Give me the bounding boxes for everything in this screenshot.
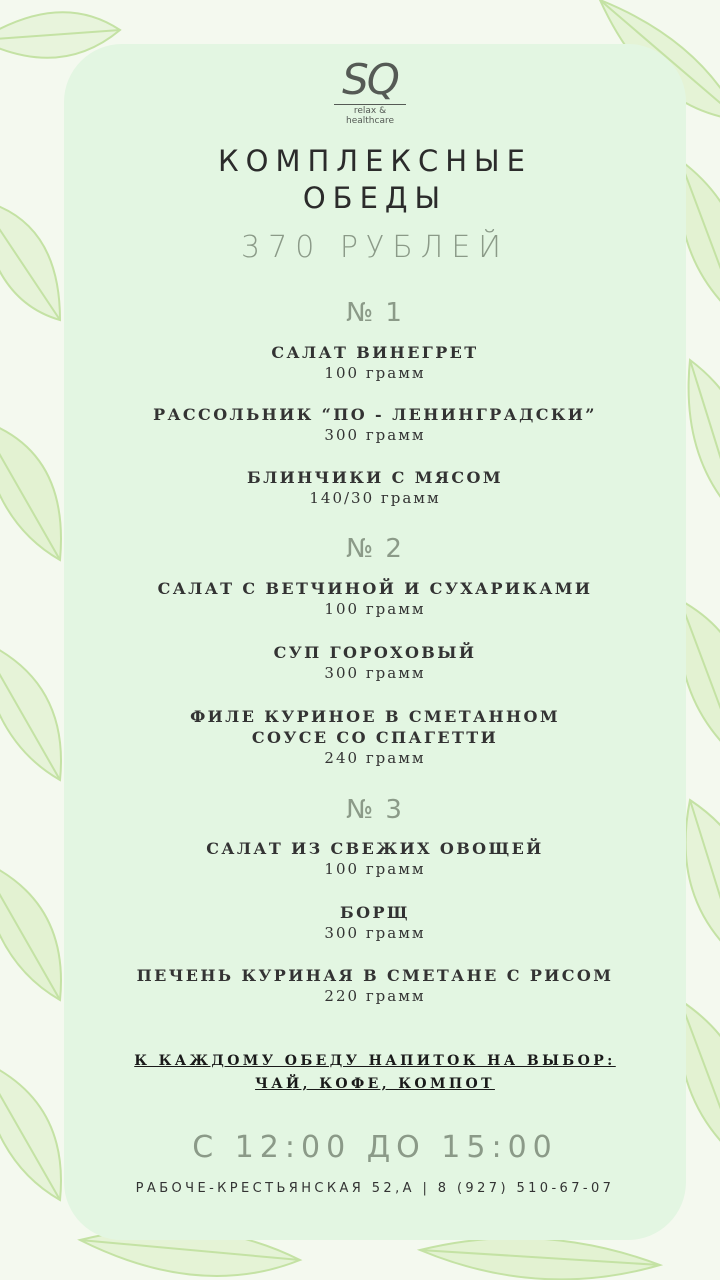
dish-weight: 100 грамм xyxy=(324,600,426,618)
drink-note-text-2: ЧАЙ, КОФЕ, КОМПОТ xyxy=(255,1076,495,1092)
dish-weight: 100 грамм xyxy=(324,364,426,382)
dish-name: САЛАТ ИЗ СВЕЖИХ ОВОЩЕЙ xyxy=(206,839,544,858)
logo-tagline: relax & healthcare xyxy=(346,106,394,126)
drink-note-line2 xyxy=(64,1076,686,1092)
menu-number-1: № 1 xyxy=(346,298,404,328)
dish-weight: 140/30 грамм xyxy=(309,489,441,507)
page-title-line1: КОМПЛЕКСНЫЕ xyxy=(218,144,532,178)
price: 370 РУБЛЕЙ xyxy=(241,230,509,265)
dish-name: РАССОЛЬНИК “ПО - ЛЕНИНГРАДСКИ” xyxy=(153,405,597,424)
dish-weight: 300 грамм xyxy=(324,426,426,444)
dish-name: БОРЩ xyxy=(340,903,410,922)
dish-weight: 240 грамм xyxy=(324,749,426,767)
page-title-line2: ОБЕДЫ xyxy=(302,181,448,215)
dish-name: САЛАТ ВИНЕГРЕТ xyxy=(271,343,479,362)
logo-mark: SQ xyxy=(342,55,398,104)
dish-weight: 300 грамм xyxy=(324,664,426,682)
dish-weight: 100 грамм xyxy=(324,860,426,878)
dish-name: САЛАТ С ВЕТЧИНОЙ И СУХАРИКАМИ xyxy=(157,579,593,598)
dish-name: СУП ГОРОХОВЫЙ xyxy=(273,643,477,662)
drink-note-line1 xyxy=(64,1053,686,1069)
dish-weight: 220 грамм xyxy=(324,987,426,1005)
dish-name: ФИЛЕ КУРИНОЕ В СМЕТАННОМ xyxy=(190,707,560,726)
opening-hours: С 12:00 ДО 15:00 xyxy=(192,1130,558,1165)
dish-weight: 300 грамм xyxy=(324,924,426,942)
dish-name: БЛИНЧИКИ С МЯСОМ xyxy=(247,468,503,487)
menu-number-2: № 2 xyxy=(346,534,404,564)
logo xyxy=(330,55,410,126)
drink-note-text-1: К КАЖДОМУ ОБЕДУ НАПИТОК НА ВЫБОР: xyxy=(134,1053,616,1069)
logo-underline xyxy=(334,104,406,105)
dish-name: СОУСЕ СО СПАГЕТТИ xyxy=(251,728,499,747)
menu-number-3: № 3 xyxy=(346,795,404,825)
dish-name: ПЕЧЕНЬ КУРИНАЯ В СМЕТАНЕ С РИСОМ xyxy=(136,966,614,985)
address-phone: РАБОЧЕ-КРЕСТЬЯНСКАЯ 52,А | 8 (927) 510-67-07 xyxy=(135,1181,615,1196)
menu-content xyxy=(64,0,686,1280)
